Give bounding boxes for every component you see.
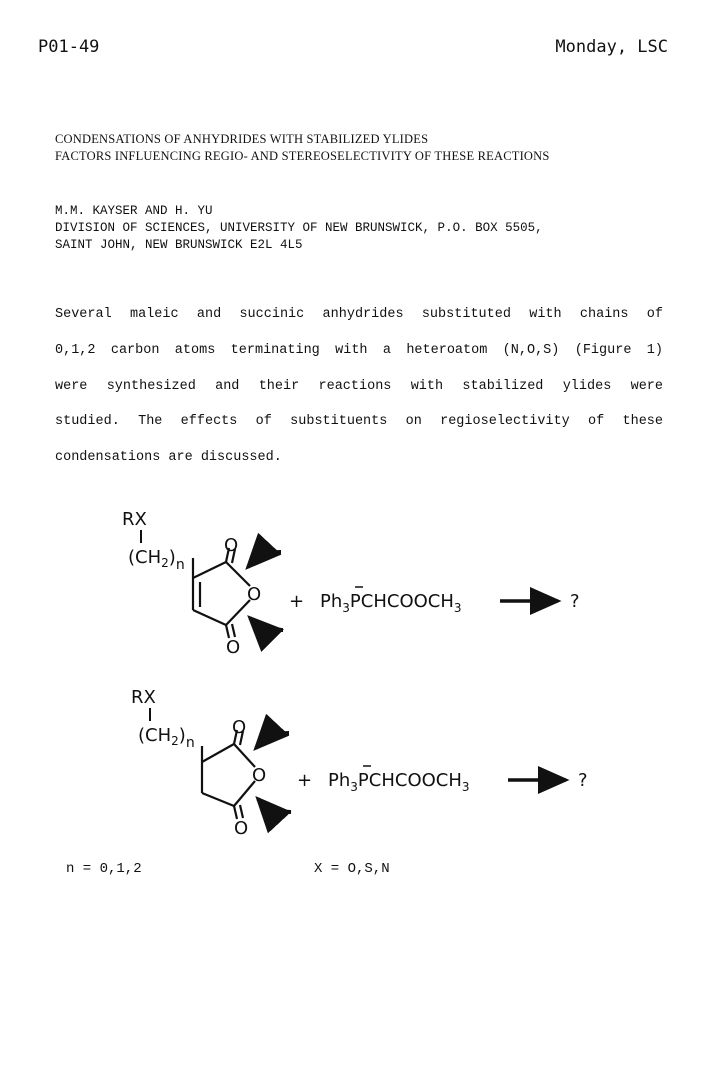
carbonyl-o-bottom: O bbox=[226, 637, 241, 658]
chain-label-2: $(CH_2)_n$ bbox=[138, 725, 195, 751]
attack-arrow-top bbox=[248, 552, 281, 567]
attack-arrow-bottom bbox=[250, 618, 283, 630]
reaction-scheme-figure bbox=[0, 490, 704, 870]
x-values: X = O,S,N bbox=[314, 861, 390, 877]
abstract-line-4: studied. The effects of substituents on regioselectivity of these bbox=[55, 414, 663, 429]
maleic-anhydride-structure bbox=[122, 509, 283, 658]
ylide-reagent-1: $Ph_3PCHCOOCH_3$ bbox=[320, 591, 462, 615]
chain-label: $(CH_2)_n$ bbox=[128, 547, 185, 573]
maleic-ring bbox=[193, 548, 250, 638]
attack-arrow-top-2 bbox=[256, 733, 289, 748]
abstract-line-1: Several maleic and succinic anhydrides substituted with chains of bbox=[55, 307, 663, 322]
carbonyl-o-bottom-2: O bbox=[234, 818, 249, 839]
ylide-reagent-2: $Ph_3PCHCOOCH_3$ bbox=[328, 770, 470, 794]
rx-label-2: RX bbox=[131, 687, 156, 708]
abstract-code: P01-49 bbox=[38, 37, 100, 57]
rx-label: RX bbox=[122, 509, 147, 530]
product-unknown-1: ? bbox=[570, 591, 580, 612]
ring-o-2: O bbox=[252, 765, 267, 786]
affiliation-line-1: DIVISION OF SCIENCES, UNIVERSITY OF NEW BRUNSWICK, P.O. BOX 5505, bbox=[55, 221, 543, 235]
title-line-1: CONDENSATIONS OF ANHYDRIDES WITH STABILIZED YLIDES bbox=[55, 132, 429, 146]
affiliation-line-2: SAINT JOHN, NEW BRUNSWICK E2L 4L5 bbox=[55, 238, 303, 252]
succinic-anhydride-structure bbox=[131, 687, 291, 839]
abstract-line-2: 0,1,2 carbon atoms terminating with a heteroatom (N,O,S) (Figure 1) bbox=[55, 343, 663, 358]
product-unknown-2: ? bbox=[578, 770, 588, 791]
carbonyl-o-top: O bbox=[224, 535, 239, 556]
plus-sign-2: + bbox=[297, 770, 313, 791]
abstract-line-5: condensations are discussed. bbox=[55, 450, 282, 465]
plus-sign-1: + bbox=[289, 591, 305, 612]
n-values: n = 0,1,2 bbox=[66, 861, 142, 877]
ring-o: O bbox=[247, 584, 262, 605]
authors: M.M. KAYSER AND H. YU bbox=[55, 204, 213, 218]
session-label: Monday, LSC bbox=[555, 37, 668, 57]
carbonyl-o-top-2: O bbox=[232, 717, 247, 738]
succinic-ring bbox=[202, 730, 255, 819]
attack-arrow-bottom-2 bbox=[258, 799, 291, 812]
title-line-2: FACTORS INFLUENCING REGIO- AND STEREOSELECTIVITY OF THESE REACTIONS bbox=[55, 149, 550, 163]
abstract-line-3: were synthesized and their reactions with stabilized ylides were bbox=[55, 379, 663, 394]
